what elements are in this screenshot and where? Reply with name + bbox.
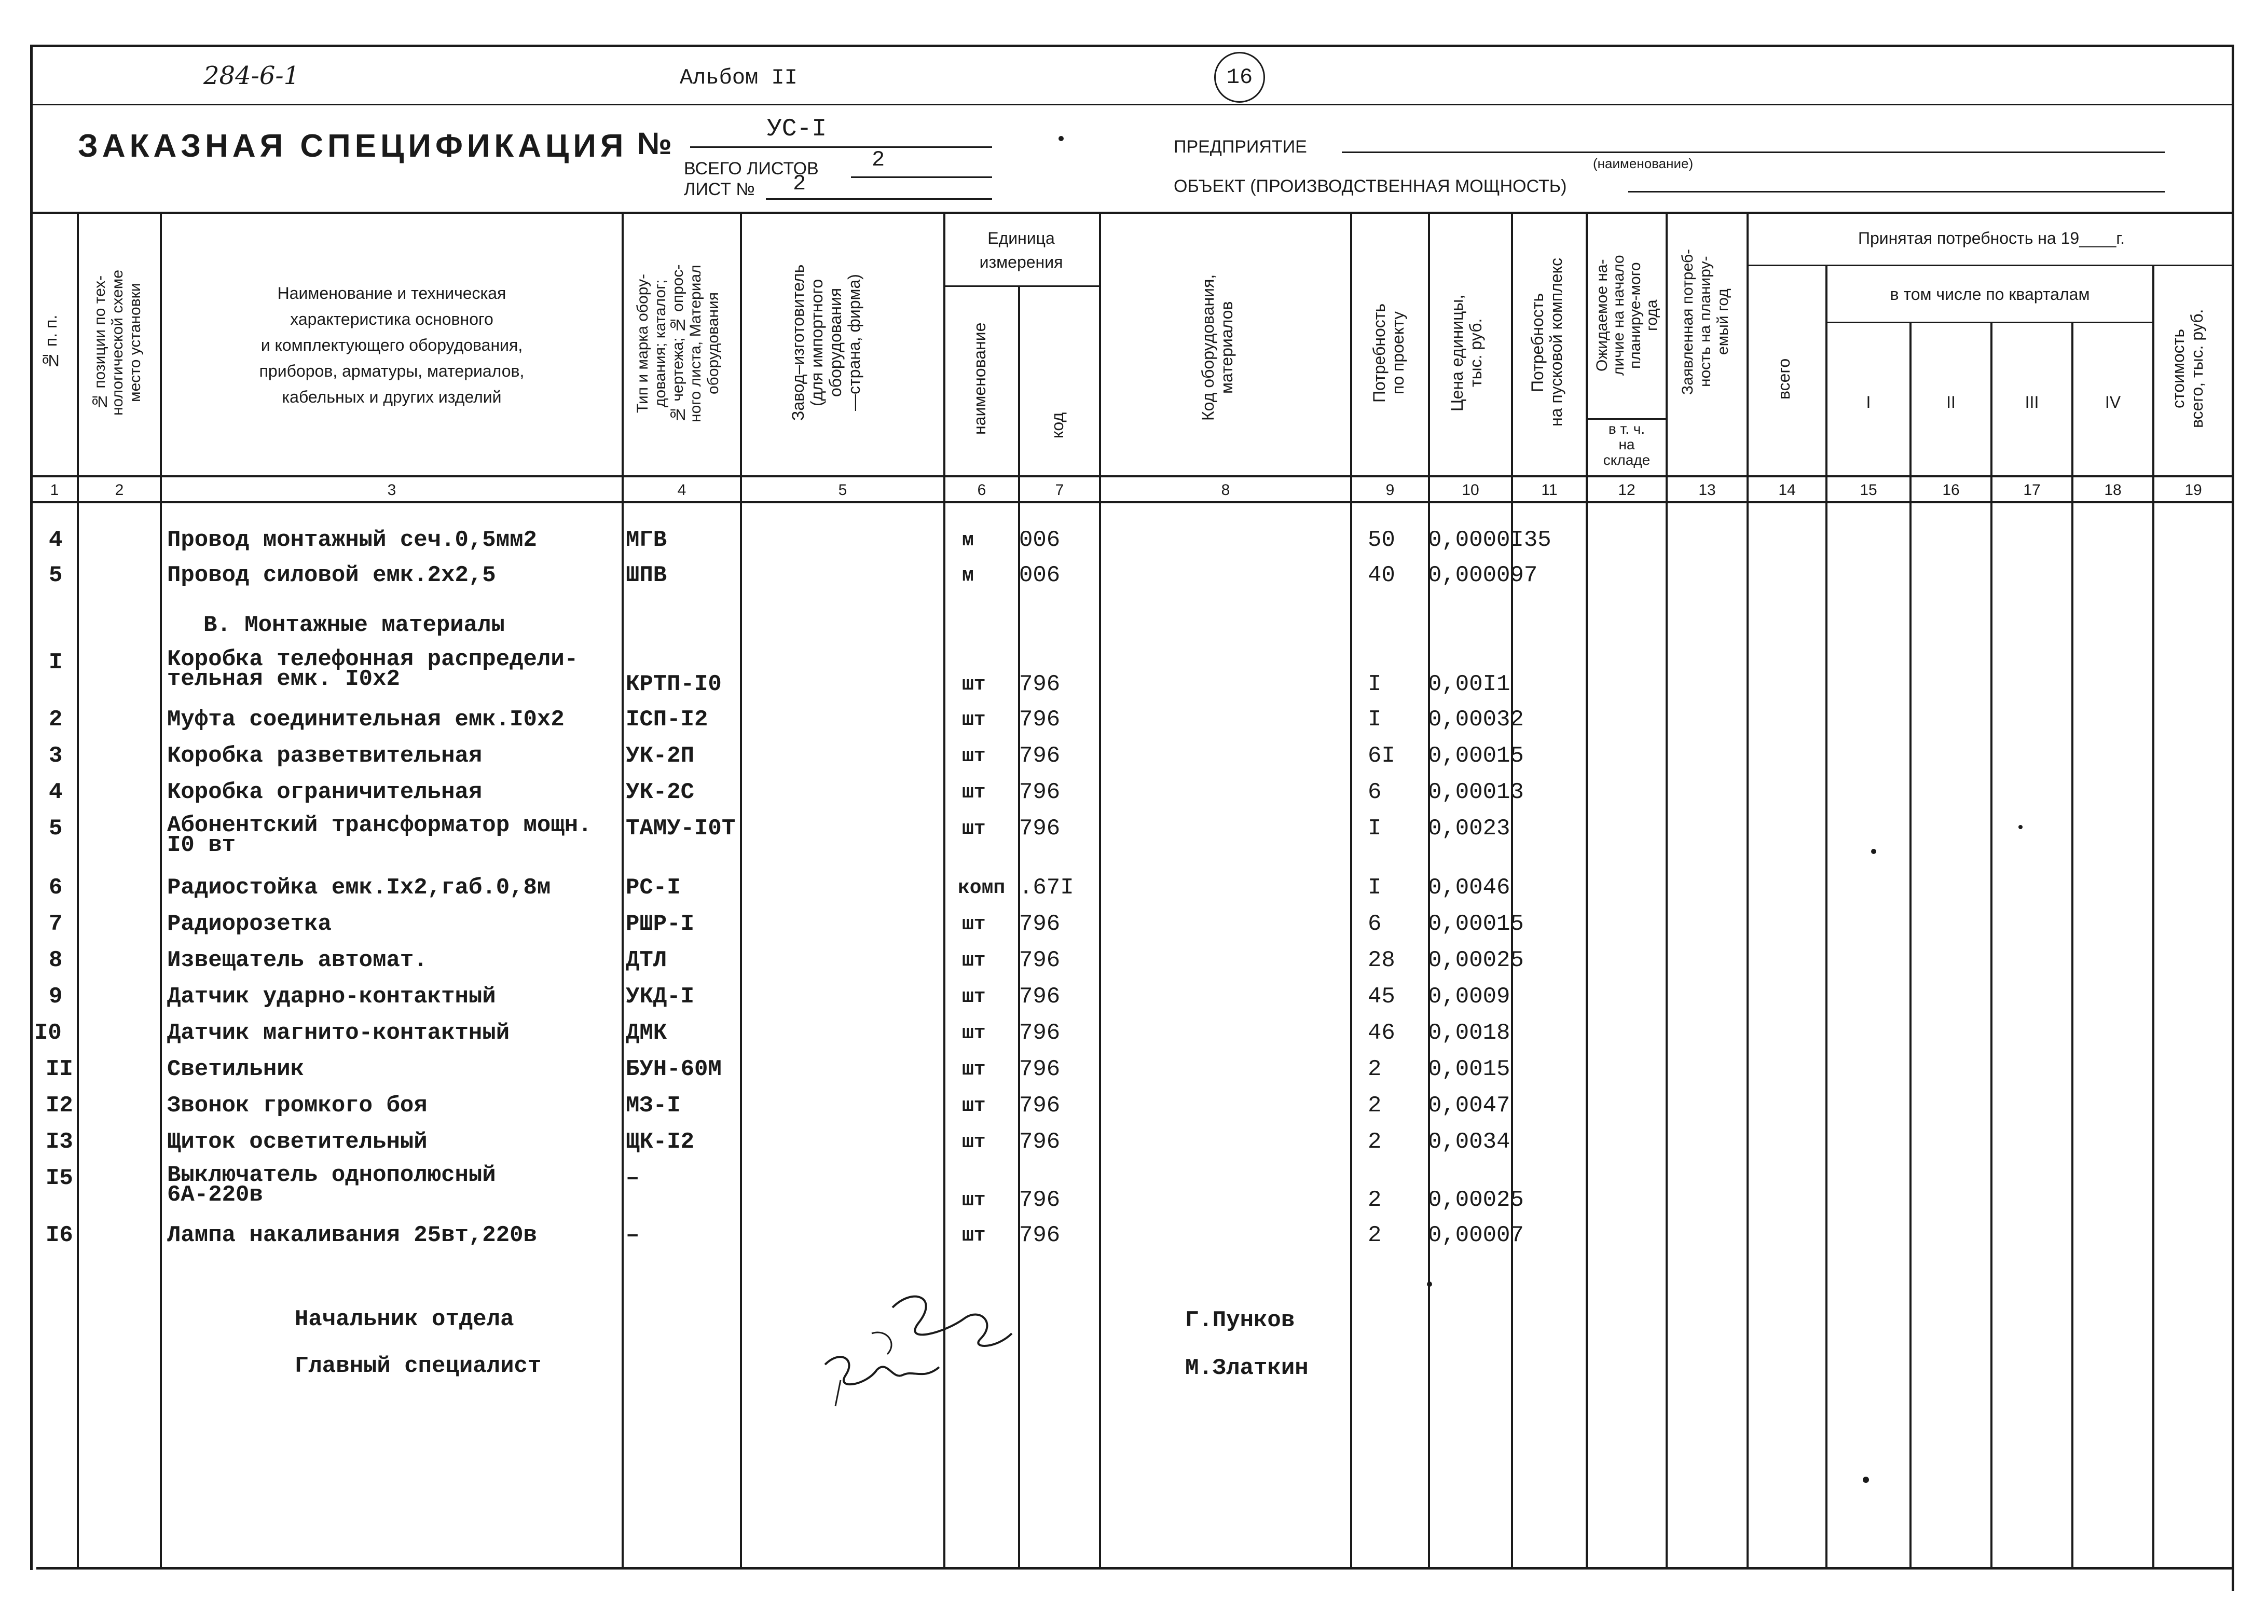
row-type: УК-2П — [626, 743, 695, 769]
row-unit: шт — [962, 781, 986, 804]
header-col-2: № позиции по тех- нологической схеме место установки — [91, 269, 144, 416]
header-col-17: III — [2025, 393, 2039, 411]
row-code: 796 — [1019, 816, 1061, 842]
row-name: Звонок громкого боя — [167, 1093, 428, 1119]
row-need: 6 — [1368, 779, 1382, 805]
row-unit: шт — [962, 709, 986, 731]
section-heading: В. Монтажные материалы — [203, 612, 505, 638]
row-price: 0,00015 — [1428, 743, 1524, 769]
row-type: МЗ-I — [626, 1093, 681, 1119]
row-number: I — [49, 650, 63, 676]
header-divider-1 — [30, 104, 2234, 105]
row-need: 50 — [1368, 527, 1395, 553]
sheet-label: ЛИСТ № — [684, 180, 755, 199]
sheet-underline — [766, 198, 992, 200]
row-unit: м — [962, 529, 974, 552]
row-code: 796 — [1019, 1093, 1061, 1119]
colnum-2: 2 — [115, 481, 124, 499]
row-type: РШР-I — [626, 911, 695, 937]
frame-left — [30, 45, 33, 1570]
col-line-2 — [160, 212, 162, 1568]
colnum-9: 9 — [1385, 481, 1395, 499]
row-need: 46 — [1368, 1020, 1395, 1046]
row-type: РС-I — [626, 875, 681, 901]
row-code: 796 — [1019, 707, 1061, 733]
row-number: 5 — [49, 562, 63, 588]
row-code: 796 — [1019, 743, 1061, 769]
row-number: 3 — [49, 743, 63, 769]
row-unit: шт — [962, 1189, 986, 1212]
row-price: 0,0009 — [1428, 984, 1510, 1010]
row-name: Коробка телефонная распредели- тельная емк. I0x2 — [167, 646, 579, 692]
col-line-16 — [1990, 323, 1992, 1568]
colnum-top-line — [30, 475, 2234, 477]
page-number: 16 — [1226, 65, 1253, 90]
col-line-18 — [2152, 266, 2154, 1568]
row-price: 0,00025 — [1428, 947, 1524, 973]
colnum-4: 4 — [677, 481, 686, 499]
total-sheets-label: ВСЕГО ЛИСТОВ — [684, 159, 819, 178]
total-sheets-underline — [851, 176, 992, 178]
row-price: 0,00015 — [1428, 911, 1524, 937]
row-need: 28 — [1368, 947, 1395, 973]
row-code: .67I — [1019, 875, 1074, 901]
signature-role-chief: Главный специалист — [295, 1353, 542, 1379]
row-unit: комп — [958, 877, 1006, 899]
header-col-1: № п. п. — [42, 314, 60, 370]
col-line-15 — [1909, 323, 1912, 1568]
header-divider-2 — [30, 212, 2234, 214]
frame-bottom — [36, 1567, 2234, 1570]
quarters-subline — [1825, 322, 2152, 323]
row-unit: шт — [962, 949, 986, 972]
row-need: I — [1368, 816, 1382, 842]
row-name: Датчик ударно-контактный — [167, 984, 496, 1010]
row-unit: шт — [962, 818, 986, 840]
col-line-14 — [1825, 266, 1827, 1568]
header-col-18: IV — [2105, 393, 2121, 411]
row-price: 0,0046 — [1428, 875, 1510, 901]
number-value: УС-I — [767, 115, 827, 143]
colnum-10: 10 — [1462, 481, 1479, 499]
header-col-14: всего — [1775, 358, 1793, 400]
row-unit: шт — [962, 913, 986, 935]
row-need: 2 — [1368, 1056, 1382, 1082]
row-code: 796 — [1019, 984, 1061, 1010]
colnum-8: 8 — [1221, 481, 1230, 499]
header-col-19: стоимость всего, тыс. руб. — [2169, 309, 2206, 428]
row-type: КРТП-I0 — [626, 671, 722, 697]
row-number: 5 — [49, 816, 63, 842]
row-number: 7 — [49, 911, 63, 937]
row-name: Светильник — [167, 1056, 305, 1082]
row-code: 006 — [1019, 562, 1061, 588]
col-line-13 — [1747, 212, 1749, 1568]
colnum-16: 16 — [1942, 481, 1960, 499]
row-code: 796 — [1019, 911, 1061, 937]
colnum-bottom-line — [30, 501, 2234, 503]
row-number: 9 — [49, 984, 63, 1010]
row-name: Радиостойка емк.Iх2,габ.0,8м — [167, 875, 551, 901]
doc-number: 284-6-1 — [203, 61, 300, 90]
signature-name-punkov: Г.Пунков — [1185, 1308, 1295, 1333]
colnum-15: 15 — [1860, 481, 1877, 499]
colnum-17: 17 — [2023, 481, 2041, 499]
header-quarters: в том числе по кварталам — [1890, 285, 2090, 304]
colnum-19: 19 — [2184, 481, 2202, 499]
row-type: УК-2С — [626, 779, 695, 805]
row-price: 0,0047 — [1428, 1093, 1510, 1119]
signature-name-zlatkin: М.Златкин — [1185, 1355, 1309, 1381]
col-line-12 — [1666, 212, 1668, 1568]
row-price: 0,00013 — [1428, 779, 1524, 805]
row-code: 796 — [1019, 671, 1061, 697]
row-need: I — [1368, 875, 1382, 901]
col-line-7 — [1099, 212, 1101, 1568]
row-type: – — [626, 1222, 640, 1248]
row-code: 796 — [1019, 1056, 1061, 1082]
row-number: II — [46, 1056, 73, 1082]
row-need: 45 — [1368, 984, 1395, 1010]
row-name: Муфта соединительная емк.I0x2 — [167, 707, 565, 733]
number-underline — [690, 146, 992, 148]
units-subline — [943, 285, 1099, 287]
row-number: I3 — [46, 1129, 73, 1155]
row-price: 0,0034 — [1428, 1129, 1510, 1155]
row-price: 0,0015 — [1428, 1056, 1510, 1082]
row-price: 0,0023 — [1428, 816, 1510, 842]
col-line-1 — [77, 212, 79, 1568]
naming-hint: (наименование) — [1593, 156, 1694, 171]
row-number: I0 — [34, 1020, 62, 1046]
header-col-7: код — [1048, 412, 1067, 439]
accepted-subline — [1747, 265, 2234, 266]
row-name: Щиток осветительный — [167, 1129, 428, 1155]
colnum-12: 12 — [1618, 481, 1635, 499]
header-col-12: Ожидаемое на- личие на начало планируе-мого года — [1593, 255, 1660, 376]
col-line-11 — [1586, 212, 1588, 1568]
row-need: 40 — [1368, 562, 1395, 588]
colnum-1: 1 — [50, 481, 59, 499]
row-name: Коробка разветвительная — [167, 743, 483, 769]
row-name: Коробка ограничительная — [167, 779, 483, 805]
row-type: ICП-I2 — [626, 707, 708, 733]
row-need: 2 — [1368, 1093, 1382, 1119]
row-code: 796 — [1019, 779, 1061, 805]
row-need: I — [1368, 671, 1382, 697]
header-col-15: I — [1866, 393, 1871, 411]
row-price: 0,00007 — [1428, 1222, 1524, 1248]
row-number: I5 — [46, 1165, 73, 1191]
col-line-4 — [740, 212, 742, 1568]
row-code: 796 — [1019, 947, 1061, 973]
album-label: Альбом II — [680, 65, 798, 90]
row-type: ДТЛ — [626, 947, 667, 973]
row-need: 2 — [1368, 1187, 1382, 1213]
row-price: 0,0018 — [1428, 1020, 1510, 1046]
signature-role-head: Начальник отдела — [295, 1306, 514, 1332]
row-need: 6 — [1368, 911, 1382, 937]
row-name: Выключатель однополюсный 6А-220в — [167, 1162, 496, 1208]
row-price: 0,0000I35 — [1428, 527, 1551, 553]
header-col-11: Потребность на пусковой комплекс — [1528, 258, 1565, 427]
colnum-3: 3 — [387, 481, 396, 499]
row-need: 2 — [1368, 1222, 1382, 1248]
row-name: Извещатель автомат. — [167, 947, 428, 973]
header-col-16: II — [1946, 393, 1956, 411]
header-col-8: Код оборудования, материалов — [1199, 274, 1236, 421]
row-code: 796 — [1019, 1187, 1061, 1213]
page-number-badge — [1214, 52, 1265, 103]
row-number: 2 — [49, 707, 63, 733]
col-line-8 — [1350, 212, 1352, 1568]
enterprise-underline — [1342, 152, 2165, 153]
sheet-value: 2 — [793, 171, 806, 196]
header-col-10: Цена единицы, тыс. руб. — [1448, 294, 1485, 411]
enterprise-label: ПРЕДПРИЯТИЕ — [1174, 137, 1307, 157]
colnum-6: 6 — [977, 481, 986, 499]
header-units: Единица измерения — [979, 229, 1063, 271]
row-code: 796 — [1019, 1129, 1061, 1155]
row-unit: шт — [962, 1022, 986, 1044]
row-number: 4 — [49, 527, 63, 553]
handwritten-signatures — [809, 1276, 1027, 1422]
row-need: I — [1368, 707, 1382, 733]
header-col-4: Тип и марка обору- дования; каталог; № чертежа; № опрос- ного листа, Материал оборудования — [634, 264, 722, 423]
row-name: Провод монтажный сеч.0,5мм2 — [167, 527, 537, 553]
scan-speck — [1427, 1282, 1432, 1287]
row-number: 4 — [49, 779, 63, 805]
row-code: 796 — [1019, 1222, 1061, 1248]
row-unit: м — [962, 565, 974, 587]
row-unit: шт — [962, 1058, 986, 1081]
scan-speck — [1871, 849, 1876, 854]
object-underline — [1628, 191, 2165, 192]
row-type: УКД-I — [626, 984, 695, 1010]
row-unit: шт — [962, 745, 986, 767]
header-col-3: Наименование и техническая характеристика основного и комплектующего оборудования, приборов, арматуры, материалов, кабельных и других изделий — [259, 284, 525, 406]
row-type: ЩК-I2 — [626, 1129, 695, 1155]
row-type: БУН-60М — [626, 1056, 722, 1082]
row-code: 006 — [1019, 527, 1061, 553]
row-name: Датчик магнито-контактный — [167, 1020, 510, 1046]
row-need: 2 — [1368, 1129, 1382, 1155]
object-label: ОБЪЕКТ (ПРОИЗВОДСТВЕННАЯ МОЩНОСТЬ) — [1174, 176, 1567, 196]
number-label: № — [637, 126, 672, 161]
row-number: I6 — [46, 1222, 73, 1248]
row-price: 0,00032 — [1428, 707, 1524, 733]
colnum-11: 11 — [1541, 481, 1558, 499]
form-title: ЗАКАЗНАЯ СПЕЦИФИКАЦИЯ — [78, 128, 628, 164]
header-col-12-stock: в т. ч. на складе — [1603, 421, 1651, 468]
header-accepted: Принятая потребность на 19____г. — [1858, 229, 2125, 247]
row-type: ТАМУ-I0Т — [626, 816, 736, 842]
row-unit: шт — [962, 673, 986, 696]
row-name: Лампа накаливания 25вт,220в — [167, 1222, 537, 1248]
row-price: 0,00025 — [1428, 1187, 1524, 1213]
colnum-18: 18 — [2104, 481, 2122, 499]
row-number: 6 — [49, 875, 63, 901]
colnum-14: 14 — [1778, 481, 1796, 499]
row-need: 6I — [1368, 743, 1395, 769]
row-name: Абонентский трансформатор мощн. I0 вт — [167, 813, 592, 858]
row-type: ДМК — [626, 1020, 667, 1046]
frame-right — [2232, 45, 2234, 1591]
colnum-13: 13 — [1698, 481, 1716, 499]
row-unit: шт — [962, 1224, 986, 1247]
row-unit: шт — [962, 1095, 986, 1117]
row-type: – — [626, 1165, 640, 1191]
row-number: I2 — [46, 1093, 73, 1119]
header-col-13: Заявленная потреб- ность на планиру- емый год — [1679, 249, 1731, 395]
col-line-3 — [622, 212, 624, 1568]
row-unit: шт — [962, 986, 986, 1008]
row-type: ШПВ — [626, 562, 667, 588]
header-col-6: наименование — [970, 322, 989, 435]
row-unit: шт — [962, 1131, 986, 1153]
header-col-5: Завод–изготовитель (для импортного оборудования —страна, фирма) — [789, 264, 863, 421]
colnum-5: 5 — [838, 481, 847, 499]
header-col-9: Потребность по проекту — [1370, 303, 1407, 403]
row-type: МГВ — [626, 527, 667, 553]
scan-speck — [1059, 136, 1064, 141]
row-name: Радиорозетка — [167, 911, 332, 937]
scan-speck — [1863, 1477, 1869, 1483]
row-number: 8 — [49, 947, 63, 973]
row-price: 0,000097 — [1428, 562, 1538, 588]
colnum-7: 7 — [1055, 481, 1064, 499]
col-line-10 — [1511, 212, 1513, 1568]
scan-speck — [2018, 825, 2023, 829]
frame-top — [30, 45, 2234, 47]
row-code: 796 — [1019, 1020, 1061, 1046]
stock-subline — [1586, 418, 1666, 420]
row-name: Провод силовой емк.2х2,5 — [167, 562, 496, 588]
total-sheets-value: 2 — [872, 147, 885, 172]
col-line-17 — [2071, 323, 2073, 1568]
row-price: 0,00I1 — [1428, 671, 1510, 697]
